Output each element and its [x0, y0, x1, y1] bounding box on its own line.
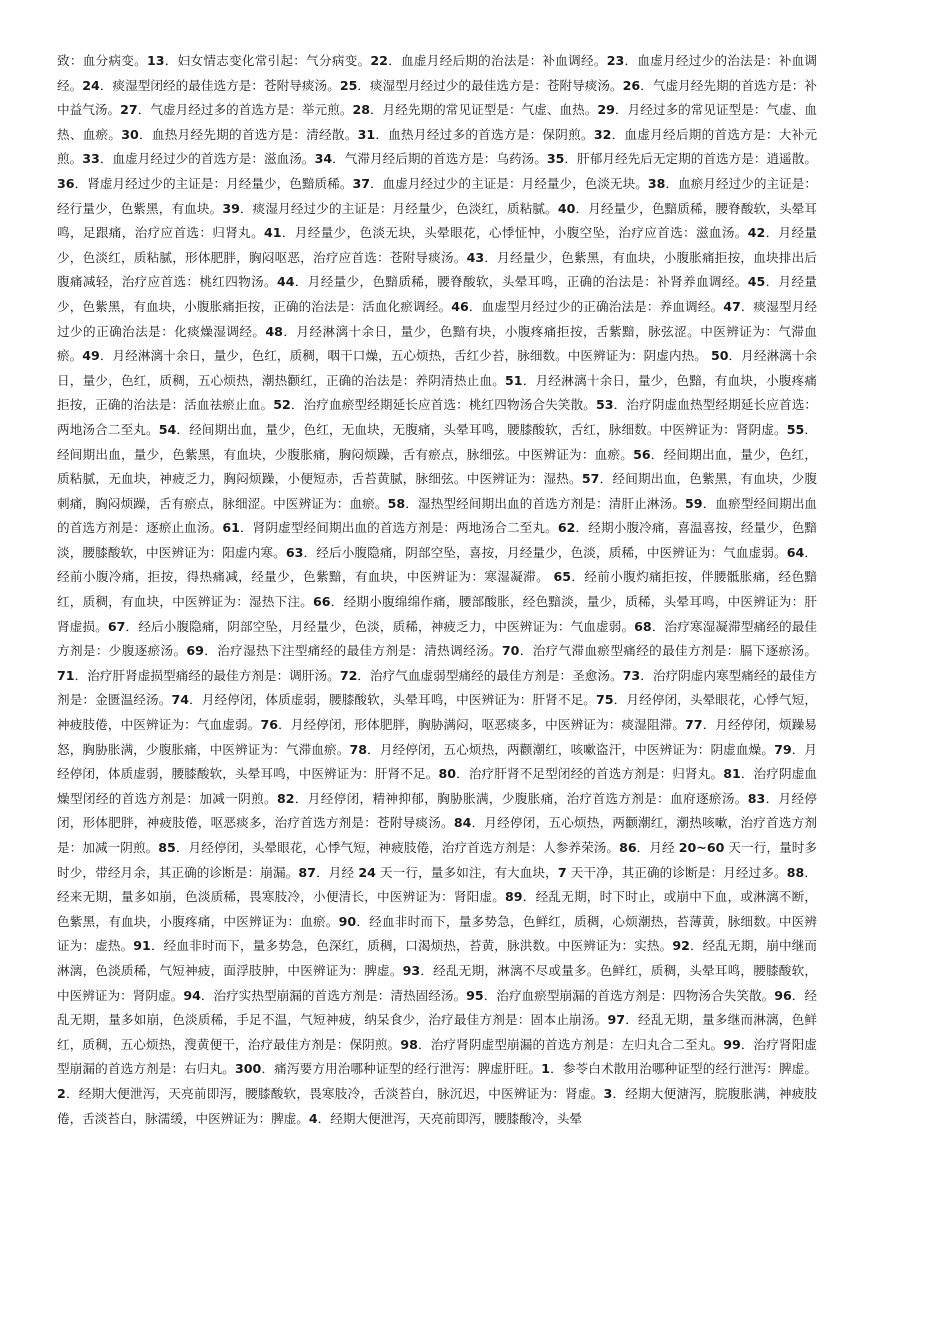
question-number: 52: [273, 397, 291, 413]
question-number: 30: [121, 126, 139, 142]
question-number: 27: [120, 102, 138, 118]
question-number: 53: [596, 397, 614, 413]
question-number: 36: [57, 175, 75, 191]
question-number: 81: [723, 766, 741, 782]
question-number: 73: [622, 667, 641, 683]
question-number: 96: [774, 987, 792, 1003]
document-paragraph: 致：血分病变。13．妇女情志变化常引起：气分病变。22．血虚月经后期的治法是：补血调经。23．血虚月经过少的治法是：补血调经。24．痰湿型闭经的最佳选方是：苍附导痰汤。25．痰湿型月经过少的最佳选方是：苍附导痰汤。26．气虚月经先期的首选方是：补中益气汤。27．气虚月经过多的首选方是：举元煎。28．月经先期的常见证型是：气虚、血热。29．月经过多的常见证型是：气虚、血热、血瘀。30．血热月经先期的首选方是：清经散。31．血热月经过多的首选方是：保阴煎。32．血虚月经后期的首选方是：大补元煎。33．血虚月经过少的首选方是：滋血汤。34．气滞月经后期的首选方是：乌药汤。35．肝郁月经先后无定期的首选方是：逍遥散。36．肾虚月经过少的主证是：月经量少，色黯质稀。37．血虚月经过少的主证是：月经量少，色淡无块。38．血瘀月经过少的主证是：经行量少，色紫黑，有血块。39．痰湿月经过少的主证是：月经量少，色淡红，质粘腻。40．月经量少，色黯质稀，腰脊酸软，头晕耳鸣，足跟痛，治疗应首选：归肾丸。41．月经量少，色淡无块，头晕眼花，心悸怔忡，小腹空坠，治疗应首选：滋血汤。42．月经量少，色淡红，质粘腻，形体肥胖，胸闷呕恶，治疗应首选：苍附导痰汤。43．月经量少，色紫黑，有血块，小腹胀痛拒按，血块排出后腹痛减轻，治疗应首选：桃红四物汤。44．月经量少，色黯质稀，腰脊酸软，头晕耳鸣，正确的治法是：补肾养血调经。45．月经量少，色紫黑，有血块，小腹胀痛拒按，正确的治法是：活血化瘀调经。46．血虚型月经过少的正确治法是：养血调经。47．痰湿型月经过少的正确治法是：化痰燥湿调经。48．月经淋漓十余日，量少，色黯有块，小腹疼痛拒按，舌紫黯，脉弦涩。中医辨证为：气滞血瘀。49．月经淋漓十余日，量少，色红，质稠，咽干口燥，五心烦热，舌红少苔，脉细数。中医辨证为：阴虚内热。 50．月经淋漓十余日，量少，色红，质稠，五心烦热，潮热颧红，正确的治法是：养阴清热止血。51．月经淋漓十余日，量少，色黯，有血块，小腹疼痛拒按，正确的治法是：活血祛瘀止血。52．治疗血瘀型经期延长应首选：桃红四物汤合失笑散。53．治疗阴虚血热型经期延长应首选：两地汤合二至丸。54．经间期出血，量少，色红，无血块，无腹痛，头晕耳鸣，腰膝酸软，舌红，脉细数。中医辨证为：肾阴虚。55．经间期出血，量少，色紫黑，有血块，少腹胀痛，胸闷烦躁，舌有瘀点，脉细弦。中医辨证为：血瘀。56．经间期出血，量少，色红，质粘腻，无血块，神疲乏力，胸闷烦躁，小便短赤，舌苔黄腻，脉细弦。中医辨证为：湿热。57．经间期出血，色紫黑，有血块，少腹刺痛，胸闷烦躁，舌有瘀点，脉细涩。中医辨证为：血瘀。58．湿热型经间期出血的首选方剂是：清肝止淋汤。59．血瘀型经间期出血的首选方剂是：逐瘀止血汤。61．肾阴虚型经间期出血的首选方剂是：两地汤合二至丸。62．经期小腹冷痛，喜温喜按，经量少，色黯淡，腰膝酸软，中医辨证为：阳虚内寒。63．经后小腹隐痛，阴部空坠，喜按，月经量少，色淡，质稀，中医辨证为：气血虚弱。64．经前小腹冷痛，拒按，得热痛减，经量少，色紫黯，有血块，中医辨证为：寒湿凝滞。 65．经前小腹灼痛拒按，伴腰骶胀痛，经色黯红，质稠，有血块，中医辨证为：湿热下注。66．经期小腹绵绵作痛，腰部酸胀，经色黯淡，量少，质稀，头晕耳鸣，中医辨证为：肝肾虚损。67．经后小腹隐痛，阴部空坠，月经量少，色淡，质稀，神疲乏力，中医辨证为：气血虚弱。68．治疗寒湿凝滞型痛经的最佳方剂是：少腹逐瘀汤。69．治疗湿热下注型痛经的最佳方剂是：清热调经汤。70．治疗气滞血瘀型痛经的最佳方剂是：膈下逐瘀汤。71．治疗肝肾虚损型痛经的最佳方剂是：调肝汤。72．治疗气血虚弱型痛经的最佳方剂是：圣愈汤。73．治疗阴虚内寒型痛经的最佳方剂是：金匮温经汤。74．月经停闭，体质虚弱，腰膝酸软，头晕耳鸣，中医辨证为：肝肾不足。75．月经停闭，头晕眼花，心悸气短，神疲肢倦，中医辨证为：气血虚弱。76．月经停闭，形体肥胖，胸胁满闷，呕恶痰多，中医辨证为：痰湿阻滞。77．月经停闭，烦躁易怒，胸胁胀满，少腹胀痛，中医辨证为：气滞血瘀。78．月经停闭，五心烦热，两颧潮红，咳嗽盗汗，中医辨证为：阴虚血燥。79．月经停闭，体质虚弱，腰膝酸软，头晕耳鸣，中医辨证为：肝肾不足。80．治疗肝肾不足型闭经的首选方剂是：归肾丸。81．治疗阴虚血燥型闭经的首选方剂是：加减一阴煎。82．月经停闭，精神抑郁，胸胁胀满，少腹胀痛，治疗首选方剂是：血府逐瘀汤。83．月经停闭，形体肥胖，神疲肢倦，呕恶痰多，治疗首选方剂是：苍附导痰汤。84．月经停闭，五心烦热，两颧潮红，潮热咳嗽，治疗首选方剂是：加减一阴煎。85．月经停闭，头晕眼花，心悸气短，神疲肢倦，治疗首选方剂是：人参养荣汤。86．月经 20~60 天一行，量时多时少，带经月余，其正确的诊断是：崩漏。87．月经 24 天一行，量多如注，有大血块，7 天干净，其正确的诊断是：月经过多。88．经来无期，量多如崩，色淡质稀，畏寒肢冷，小便清长，中医辨证为：肾阳虚。89．经乱无期，时下时止，或崩中下血，或淋漓不断，色紫黑，有血块，小腹疼痛，中医辨证为：血瘀。90．经血非时而下，量多势急，色鲜红，质稠，心烦潮热，苔薄黄，脉细数。中医辨证为：虚热。91．经血非时而下，量多势急，色深红，质稠，口渴烦热，苔黄，脉洪数。中医辨证为：实热。92．经乱无期，崩中继而淋漓，色淡质稀，气短神疲，面浮肢肿，中医辨证为：脾虚。93．经乱无期，淋漓不尽或量多。色鲜红，质稠，头晕耳鸣，腰膝酸软，中医辨证为：肾阴虚。94．治疗实热型崩漏的首选方剂是：清热固经汤。95．治疗血瘀型崩漏的首选方剂是：四物汤合失笑散。96．经乱无期，量多如崩，色淡质稀，手足不温，气短神疲，纳呆食少，治疗最佳方剂是：固本止崩汤。97．经乱无期，量多继而淋漓，色鲜红，质稠，五心烦热，溲黄便干，治疗最佳方剂是：保阴煎。98．治疗肾阴虚型崩漏的首选方剂是：左归丸合二至丸。99．治疗肾阳虚型崩漏的首选方剂是：右归丸。300．痛泻要方用治哪种证型的经行泄泻：脾虚肝旺。1．参苓白术散用治哪种证型的经行泄泻：脾虚。2．经期大便泄泻，天亮前即泻，腰膝酸软，畏寒肢冷，舌淡苔白，脉沉迟，中医辨证为：肾虚。3．经期大便溏泻，脘腹胀满，神疲肢倦，舌淡苔白，脉濡缓，中医辨证为：脾虚。4．经期大便泄泻，天亮前即泻，腰膝酸冷，头晕: [57, 53, 818, 1126]
question-number: 99: [723, 1036, 741, 1052]
question-number: 87: [298, 864, 316, 880]
question-number: 33: [82, 151, 100, 167]
question-number: 48: [265, 323, 283, 339]
question-number: 90: [338, 913, 357, 929]
question-number: 26: [622, 77, 641, 93]
question-number: 88: [786, 864, 805, 880]
question-number: 76: [260, 717, 278, 733]
question-number: 31: [357, 126, 376, 142]
question-number: 49: [82, 348, 100, 364]
question-number: 39: [222, 200, 240, 216]
question-number: 72: [339, 667, 358, 683]
question-number: 40: [557, 200, 576, 216]
question-number: 37: [352, 175, 370, 191]
question-number: 35: [546, 151, 565, 167]
question-number: 91: [133, 938, 151, 954]
question-number: 75: [596, 692, 614, 708]
question-number: 83: [747, 790, 766, 806]
question-number: 68: [634, 618, 652, 634]
document-body: [57, 49, 817, 1131]
question-number: 71: [57, 667, 75, 683]
question-number: 7: [557, 864, 567, 880]
question-number: 300: [235, 1061, 262, 1077]
question-number: 45: [747, 274, 766, 290]
question-number: 1: [541, 1061, 550, 1077]
question-number: 46: [451, 298, 469, 314]
question-number: 28: [352, 102, 370, 118]
question-number: 69: [186, 643, 204, 659]
question-number: 55: [786, 421, 805, 437]
question-number: 20~60: [678, 840, 725, 855]
question-number: 97: [607, 1012, 625, 1028]
question-number: 77: [685, 717, 703, 733]
question-number: 34: [314, 151, 333, 167]
question-number: 43: [466, 249, 485, 265]
question-number: 56: [633, 446, 651, 462]
question-number: 47: [723, 298, 741, 314]
question-number: 24: [82, 77, 100, 93]
question-number: 29: [597, 102, 615, 118]
question-number: 32: [593, 126, 612, 142]
question-number: 4: [308, 1110, 318, 1126]
question-number: 59: [685, 495, 703, 511]
question-number: 54: [158, 421, 177, 437]
question-number: 25: [339, 77, 358, 93]
question-number: 78: [349, 741, 368, 757]
question-number: 79: [774, 741, 792, 757]
question-number: 3: [603, 1085, 613, 1101]
question-number: 13: [146, 53, 165, 68]
question-number: 93: [402, 962, 421, 978]
question-number: 67: [107, 618, 126, 634]
question-number: 41: [264, 225, 282, 241]
question-number: 65: [553, 569, 571, 585]
question-number: 74: [171, 692, 189, 708]
question-number: 24: [358, 864, 376, 880]
question-number: 84: [453, 815, 472, 831]
question-number: 57: [581, 471, 600, 487]
question-number: 94: [183, 987, 201, 1003]
question-number: 42: [747, 225, 766, 241]
question-number: 51: [505, 372, 523, 388]
question-number: 66: [313, 594, 331, 610]
question-number: 89: [505, 889, 523, 905]
question-number: 80: [438, 766, 457, 782]
question-number: 22: [370, 53, 388, 68]
question-number: 63: [285, 544, 304, 560]
question-number: 23: [606, 53, 625, 68]
question-number: 98: [400, 1036, 418, 1052]
question-number: 85: [158, 840, 176, 855]
question-number: 38: [647, 175, 666, 191]
question-number: 2: [57, 1085, 66, 1101]
question-number: 92: [672, 938, 690, 954]
question-number: 86: [619, 840, 637, 855]
question-number: 95: [466, 987, 484, 1003]
question-number: 64: [786, 544, 805, 560]
question-number: 70: [501, 643, 520, 659]
question-number: 50: [710, 348, 729, 364]
question-number: 61: [222, 520, 240, 536]
question-number: 82: [276, 790, 295, 806]
question-number: 62: [557, 520, 576, 536]
question-number: 58: [387, 495, 406, 511]
question-number: 44: [276, 274, 295, 290]
